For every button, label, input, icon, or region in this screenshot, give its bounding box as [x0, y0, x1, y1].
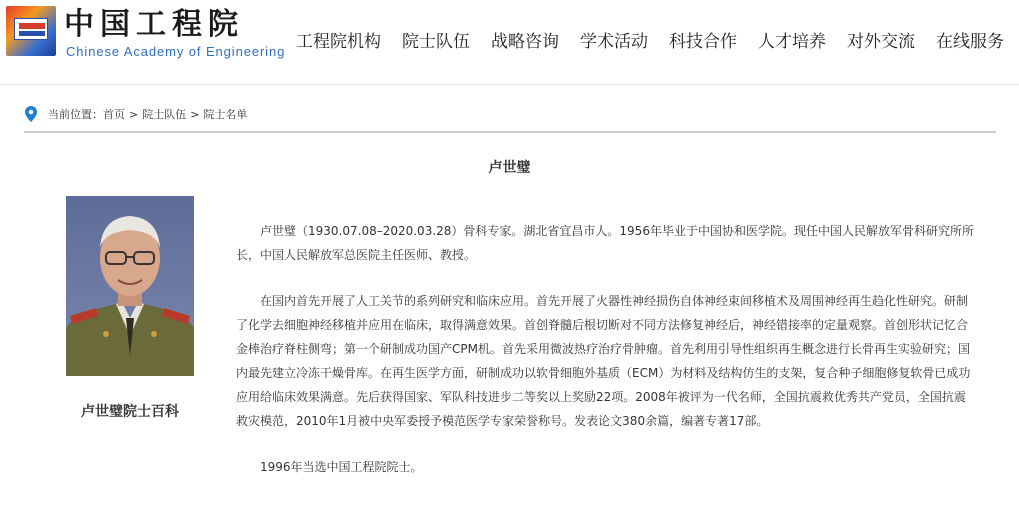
academy-emblem-icon — [6, 6, 56, 56]
location-pin-icon — [24, 106, 38, 122]
nav-item-academic-events[interactable]: 学术活动 — [580, 32, 648, 52]
header-divider — [0, 84, 1019, 85]
breadcrumb-separator: > — [190, 107, 200, 121]
bio-paragraph-achievements: 在国内首先开展了人工关节的系列研究和临床应用。首先开展了火器性神经损伤自体神经束间移植术及周围神经再生趋化性研究。研制了化学去细胞神经移植并应用在临床，取得满意效果。首创脊髓后根切断对不同方法修复神经后，神经错接率的定量观察。首创形状记忆合金棒治疗脊柱侧弯；第一个研制成功国产CPM机。首先采用微波热疗治疗骨肿瘤。首先利用引导性组织再生概念进行长骨再生实验研究；国内最先建立冷冻干燥骨库。在再生医学方面，研制成功以软骨细胞外基质（ECM）为材料及结构仿生的支架，复合种子细胞修复软骨已成功应用给临床效果满意。先后获得国家、军队科技进步二等奖以上奖励22项。2008年被评为一代名师，全国抗震救优秀共产党员，全国抗震救灾模范，2010年1月被中央军委授予模范医学专家荣誉称号。发表论文380余篇，编著专著17部。 — [236, 294, 971, 428]
page-title: 卢世璧 — [488, 160, 531, 176]
bio-paragraph-election: 1996年当选中国工程院院士。 — [260, 460, 423, 474]
bio-paragraph-intro: 卢世璧（1930.07.08–2020.03.28）骨科专家。湖北省宜昌市人。1956年毕业于中国协和医学院。现任中国人民解放军骨科研究所所长，中国人民解放军总医院主任医师、教授。 — [236, 224, 974, 262]
logo-english-name: Chinese Academy of Engineering — [66, 44, 286, 59]
nav-item-exchange[interactable]: 对外交流 — [847, 32, 915, 52]
breadcrumb-academicians[interactable]: 院士队伍 — [142, 108, 187, 121]
biography — [236, 219, 976, 501]
portrait-photo — [66, 196, 194, 376]
breadcrumb-academician-list[interactable]: 院士名单 — [203, 108, 248, 121]
nav-item-talent[interactable]: 人才培养 — [758, 32, 826, 52]
nav-item-strategy[interactable]: 战略咨询 — [491, 32, 559, 52]
nav-item-cooperation[interactable]: 科技合作 — [669, 32, 737, 52]
nav-item-online-service[interactable]: 在线服务 — [936, 32, 1004, 52]
logo-chinese-name: 中国工程院 — [64, 7, 244, 42]
breadcrumb — [24, 106, 247, 122]
main-nav — [296, 30, 1004, 54]
breadcrumb-separator: > — [129, 107, 139, 121]
nav-item-institutions[interactable]: 工程院机构 — [296, 32, 381, 52]
academician-wiki-link[interactable]: 卢世璧院士百科 — [81, 404, 179, 420]
nav-item-academicians[interactable]: 院士队伍 — [402, 32, 470, 52]
breadcrumb-divider — [24, 131, 996, 133]
site-logo[interactable] — [6, 6, 286, 62]
breadcrumb-home[interactable]: 首页 — [103, 108, 125, 121]
breadcrumb-prefix: 当前位置： — [48, 108, 103, 121]
site-header — [0, 0, 1019, 84]
